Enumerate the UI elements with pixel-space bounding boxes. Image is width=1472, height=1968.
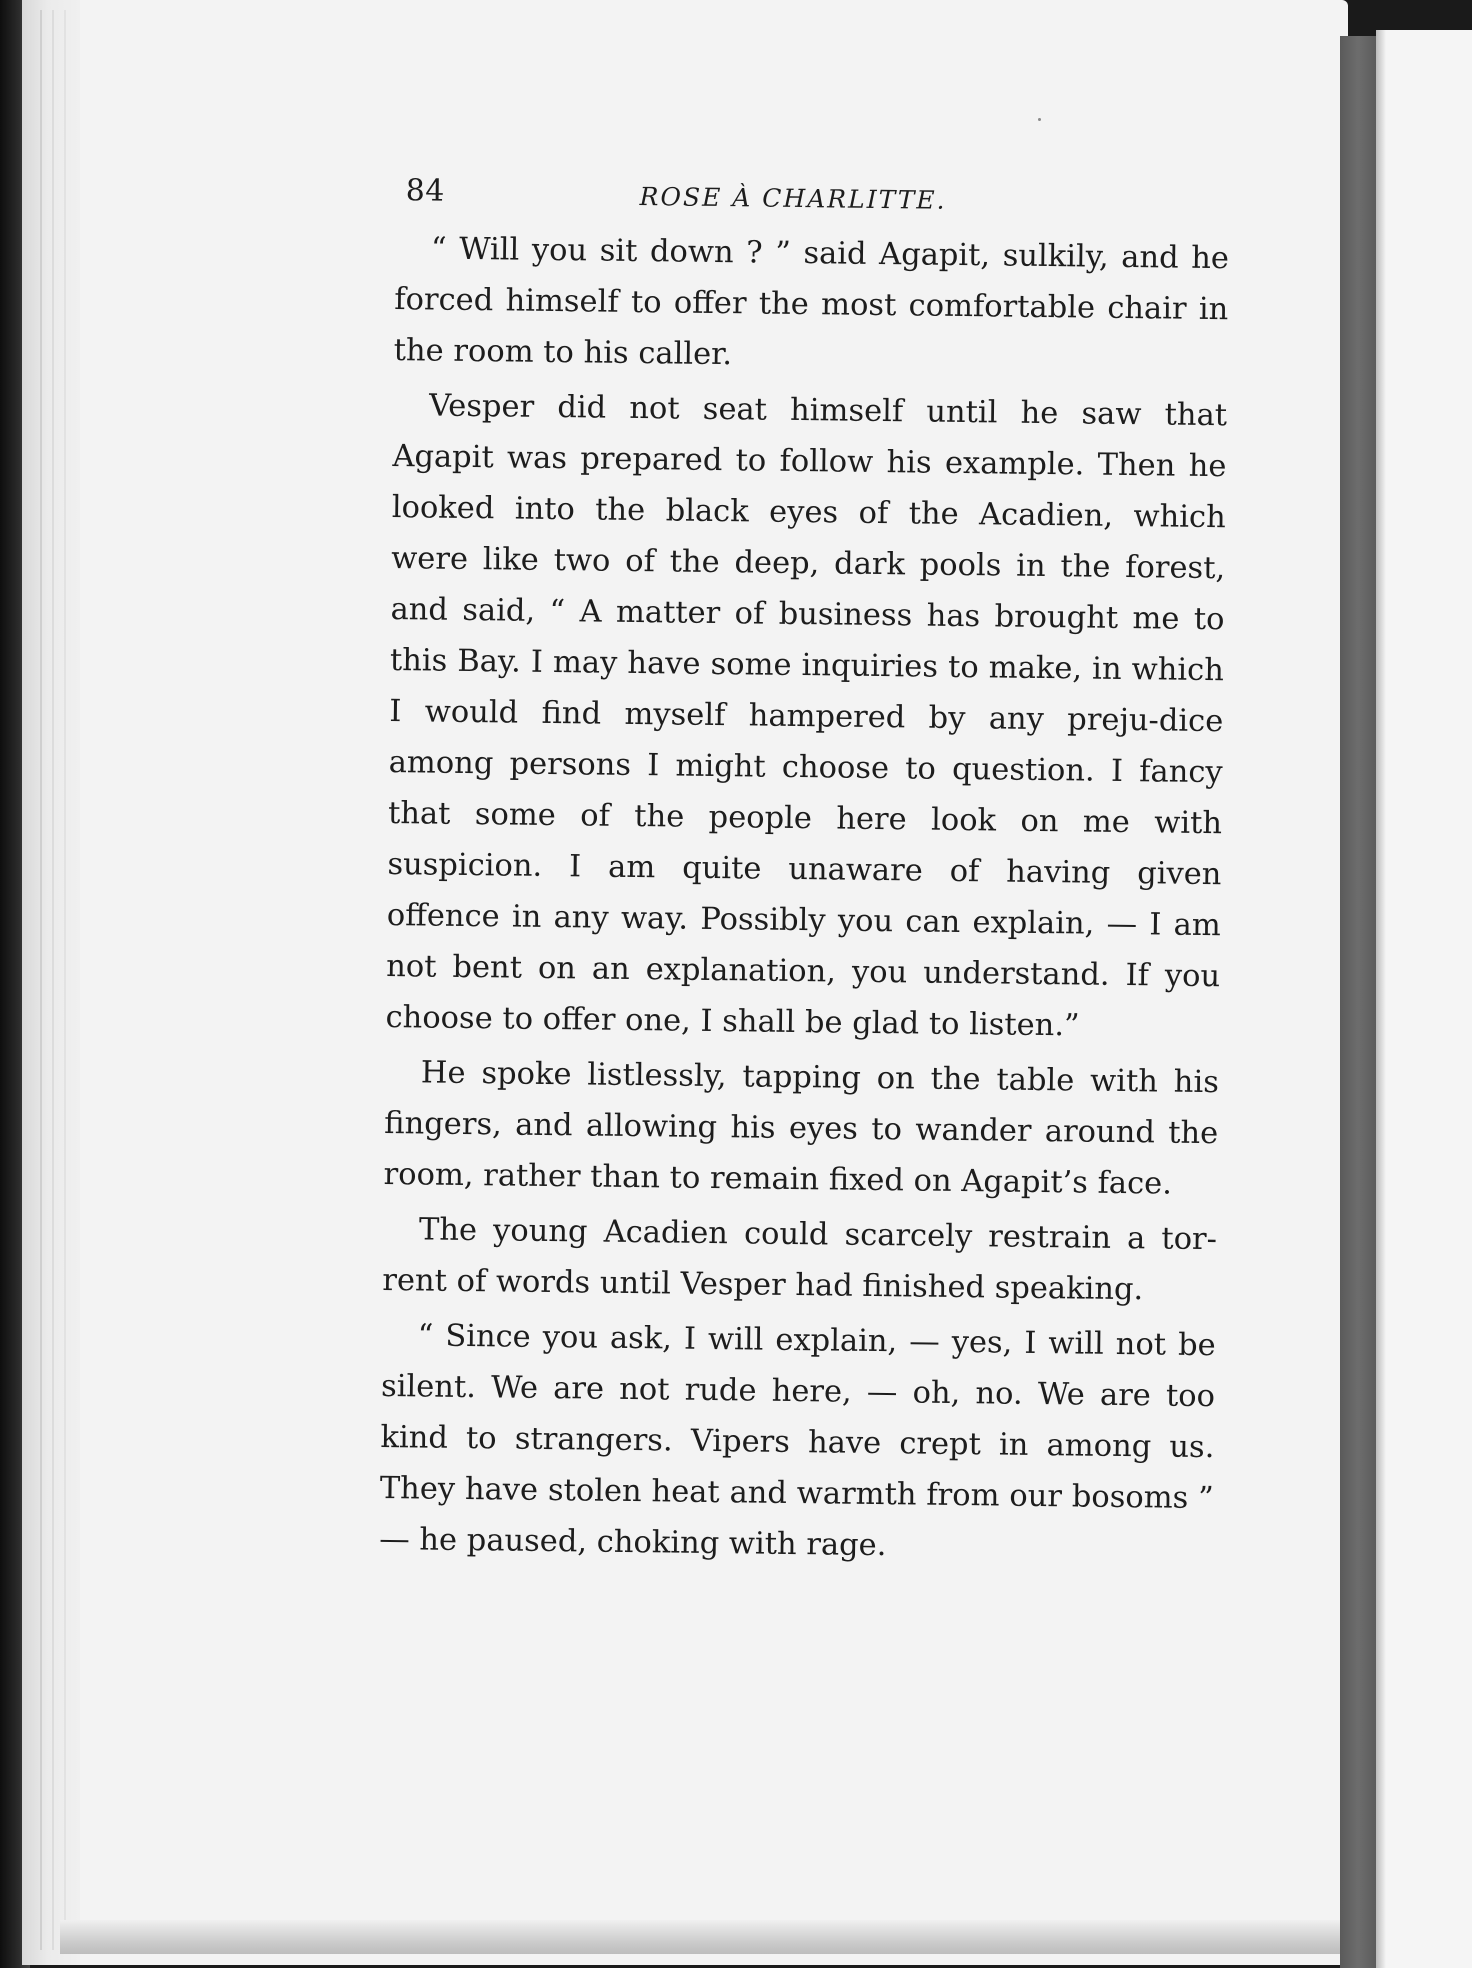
page-stack-bottom-edge xyxy=(60,1920,1350,1954)
page-number: 84 xyxy=(405,173,446,209)
adjacent-page-shadow xyxy=(1376,30,1386,1968)
page-stack-left-edge xyxy=(22,0,80,1965)
page-edge-line xyxy=(64,10,66,1950)
page-edge-line xyxy=(52,10,54,1950)
printed-text-block xyxy=(341,163,1240,1734)
paragraph: Vesper did not seat himself until he saw that Agapit was prepared to follow his example. Then he looked into the black eyes of the Acadien, which were like two of the deep, dark pools in the forest, and said, “ A matter of business has brought me to this Bay. I may have some inquiries to make, in which I would find myself hampered by any preju-dice among persons I might choose to question. I fancy that some of the people here look on me with suspicion. I am quite unaware of having given offence in any way. Possibly you can explain, — I am not bent on an explanation, you understand. If you choose to offer one, I shall be glad to listen.” xyxy=(385,388,1228,1044)
body-text xyxy=(343,223,1239,1576)
paragraph: The young Acadien could scarcely restrain a tor-rent of words until Vesper had finished speaking. xyxy=(382,1212,1218,1308)
paragraph: “ Since you ask, I will explain, — yes, I will not be silent. We are not rude here, — oh, no. We are too kind to strangers. Vipers have crept in among us. They have stolen heat and warmth from our bosoms ” — he paused, choking with rage. xyxy=(378,1318,1216,1564)
paper-speck xyxy=(1038,118,1041,121)
adjacent-page-strip xyxy=(1376,30,1472,1968)
book-cover-edge xyxy=(1340,36,1376,1968)
running-title: ROSE À CHARLITTE. xyxy=(639,182,947,215)
paragraph: He spoke listlessly, tapping on the table with his fingers, and allowing his eyes to wander around the room, rather than to remain fixed on Agapit’s face. xyxy=(383,1055,1220,1202)
running-head xyxy=(359,163,1240,224)
page-edge-line xyxy=(40,10,42,1950)
paragraph: “ Will you sit down ? ” said Agapit, sulkily, and he forced himself to offer the most comfortable chair in the room to his caller. xyxy=(393,231,1230,373)
